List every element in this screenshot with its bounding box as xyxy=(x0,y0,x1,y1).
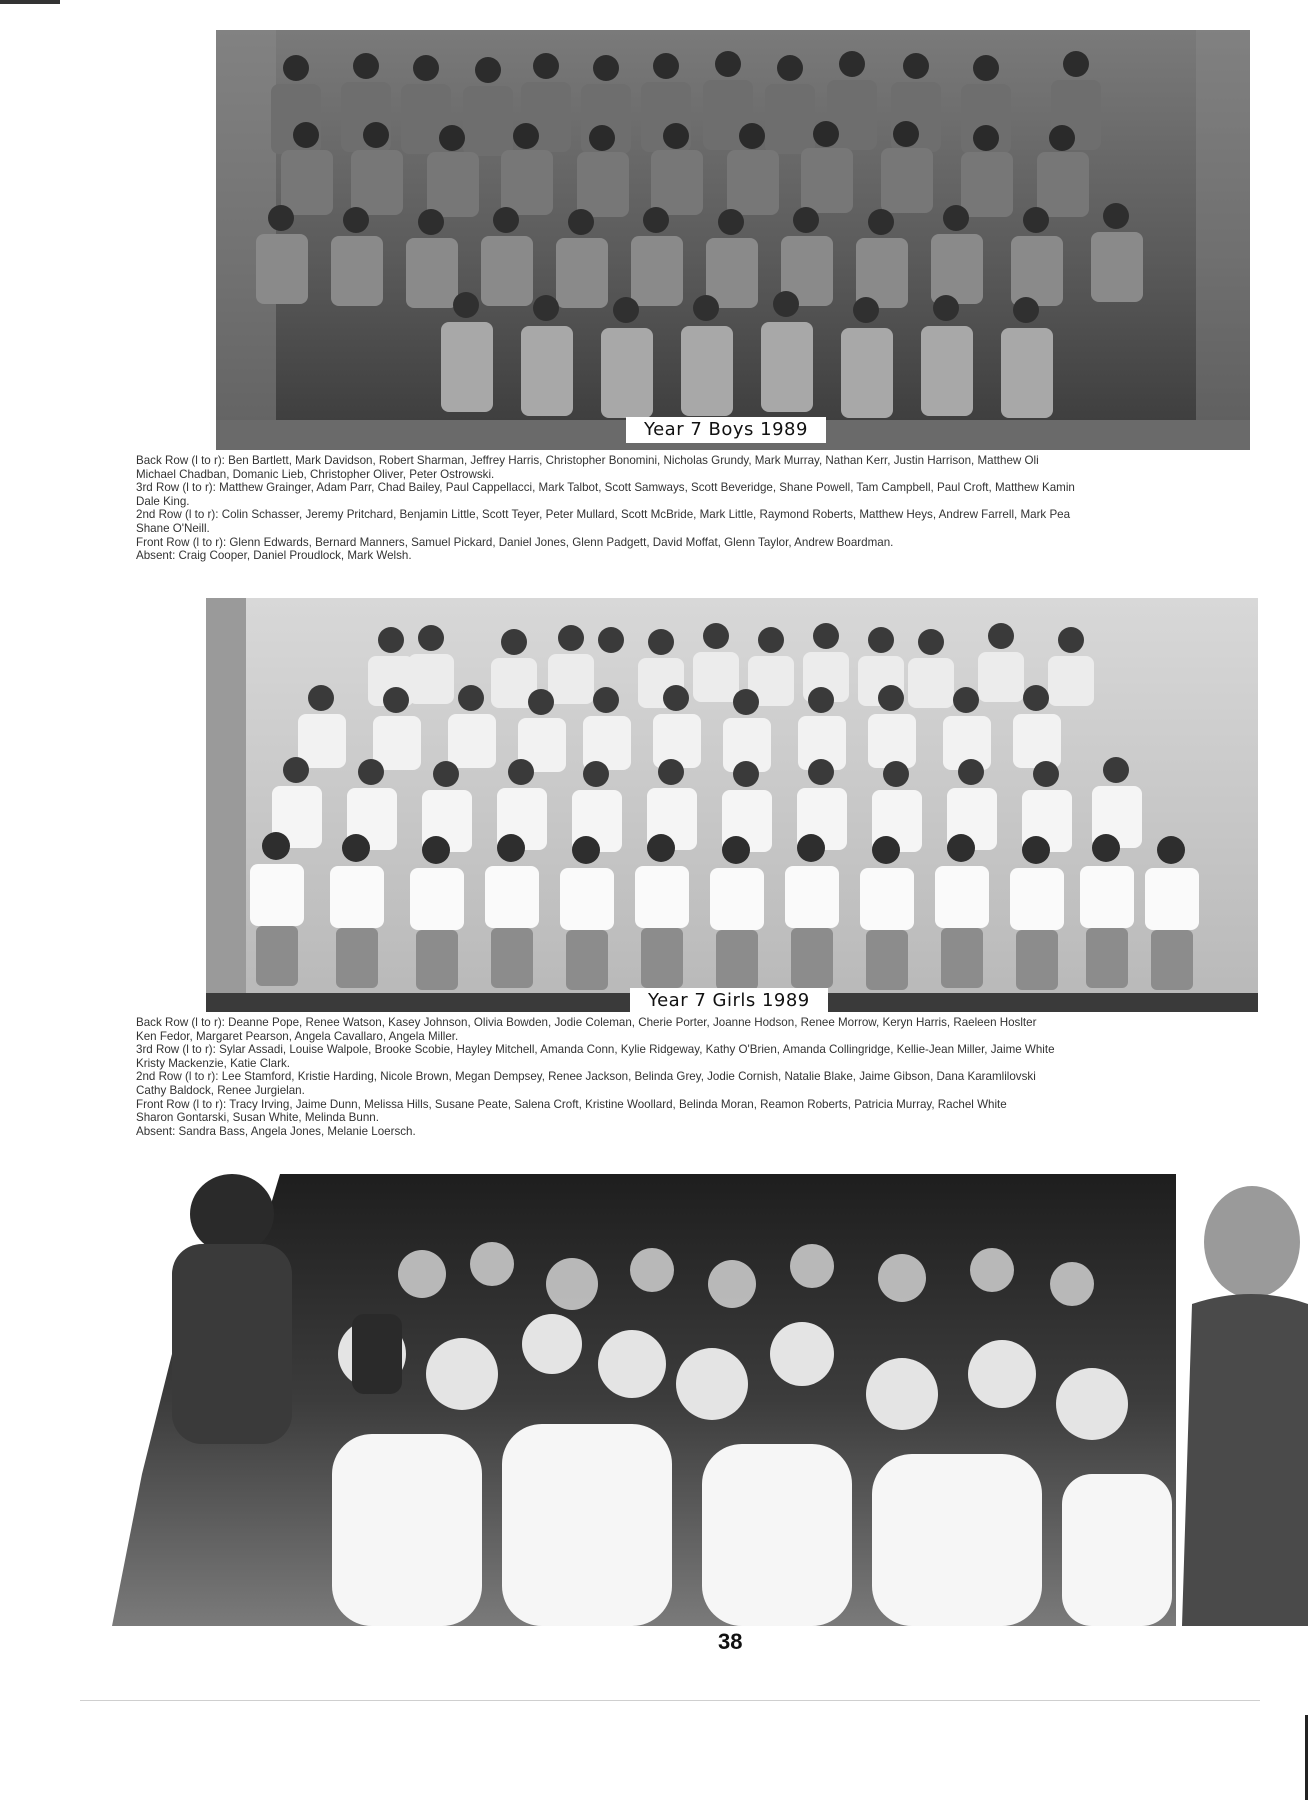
caption-line: Dale King. xyxy=(136,494,190,508)
caption-line: Front Row (l to r): Glenn Edwards, Bernard Manners, Samuel Pickard, Daniel Jones, Glenn Padgett, David Moffat, Glenn Taylor, Andrew Boardman. xyxy=(136,535,894,549)
caption-line: 2nd Row (l to r): Colin Schasser, Jeremy Pritchard, Benjamin Little, Scott Teyer, Peter Mullard, Scott McBride, Mark Little, Raymond Roberts, Matthew Heys, Andrew Farrell, Mark Pea xyxy=(136,508,1071,522)
page-number: 38 xyxy=(718,1629,743,1654)
caption-line: Kristy Mackenzie, Katie Clark. xyxy=(136,1056,290,1070)
caption-line: Absent: Craig Cooper, Daniel Proudlock, Mark Welsh. xyxy=(136,549,412,563)
caption-line: Ken Fedor, Margaret Pearson, Angela Cavallaro, Angela Miller. xyxy=(136,1029,459,1043)
caption-line: Absent: Sandra Bass, Angela Jones, Melanie Loersch. xyxy=(136,1124,416,1138)
caption-line: 2nd Row (l to r): Lee Stamford, Kristie Harding, Nicole Brown, Megan Dempsey, Renee Jackson, Belinda Grey, Jodie Cornish, Natalie Blake, Jaime Gibson, Dana Karamlilovski xyxy=(136,1070,1036,1084)
girls-photo-label: Year 7 Girls 1989 xyxy=(630,988,828,1012)
caption-line: 3rd Row (l to r): Sylar Assadi, Louise Walpole, Brooke Scobie, Hayley Mitchell, Amanda Conn, Kylie Ridgeway, Kathy O'Brien, Amanda Collingridge, Kellie-Jean Miller, Jaime White xyxy=(136,1043,1055,1057)
caption-line: Shane O'Neill. xyxy=(136,521,210,535)
boys-caption xyxy=(136,454,1308,563)
boys-photo-label: Year 7 Boys 1989 xyxy=(626,417,826,443)
caption-line: Front Row (l to r): Tracy Irving, Jaime Dunn, Melissa Hills, Susane Peate, Salena Croft, Kristine Woollard, Belinda Moran, Reamon Roberts, Patricia Murray, Rachel White xyxy=(136,1097,1007,1111)
footer-rule xyxy=(80,1700,1260,1701)
caption-line: Back Row (l to r): Deanne Pope, Renee Watson, Kasey Johnson, Olivia Bowden, Jodie Coleman, Cherie Porter, Joanne Hodson, Renee Morrow, Keryn Harris, Raeleen Hoslter xyxy=(136,1016,1037,1029)
crowd-photo-image xyxy=(112,1174,1308,1626)
crowd-photo xyxy=(112,1174,1308,1626)
caption-line: Sharon Gontarski, Susan White, Melinda Bunn. xyxy=(136,1111,379,1125)
caption-line: Michael Chadban, Domanic Lieb, Christopher Oliver, Peter Ostrowski. xyxy=(136,467,495,481)
girls-caption xyxy=(136,1016,1308,1138)
scan-edge-mark xyxy=(0,0,60,4)
boys-class-photo xyxy=(216,30,1250,450)
caption-line: 3rd Row (l to r): Matthew Grainger, Adam Parr, Chad Bailey, Paul Cappellacci, Mark Talbot, Scott Samways, Scott Beveridge, Shane Powell, Tam Campbell, Paul Croft, Matthew Kamin xyxy=(136,481,1075,495)
boys-photo-image xyxy=(216,30,1250,450)
caption-line: Cathy Baldock, Renee Jurgielan. xyxy=(136,1083,305,1097)
girls-class-photo xyxy=(206,598,1258,1012)
caption-line: Back Row (l to r): Ben Bartlett, Mark Davidson, Robert Sharman, Jeffrey Harris, Christopher Bonomini, Nicholas Grundy, Mark Murray, Nathan Kerr, Justin Harrison, Matthew Oli xyxy=(136,454,1039,467)
girls-photo-image xyxy=(206,598,1258,1012)
